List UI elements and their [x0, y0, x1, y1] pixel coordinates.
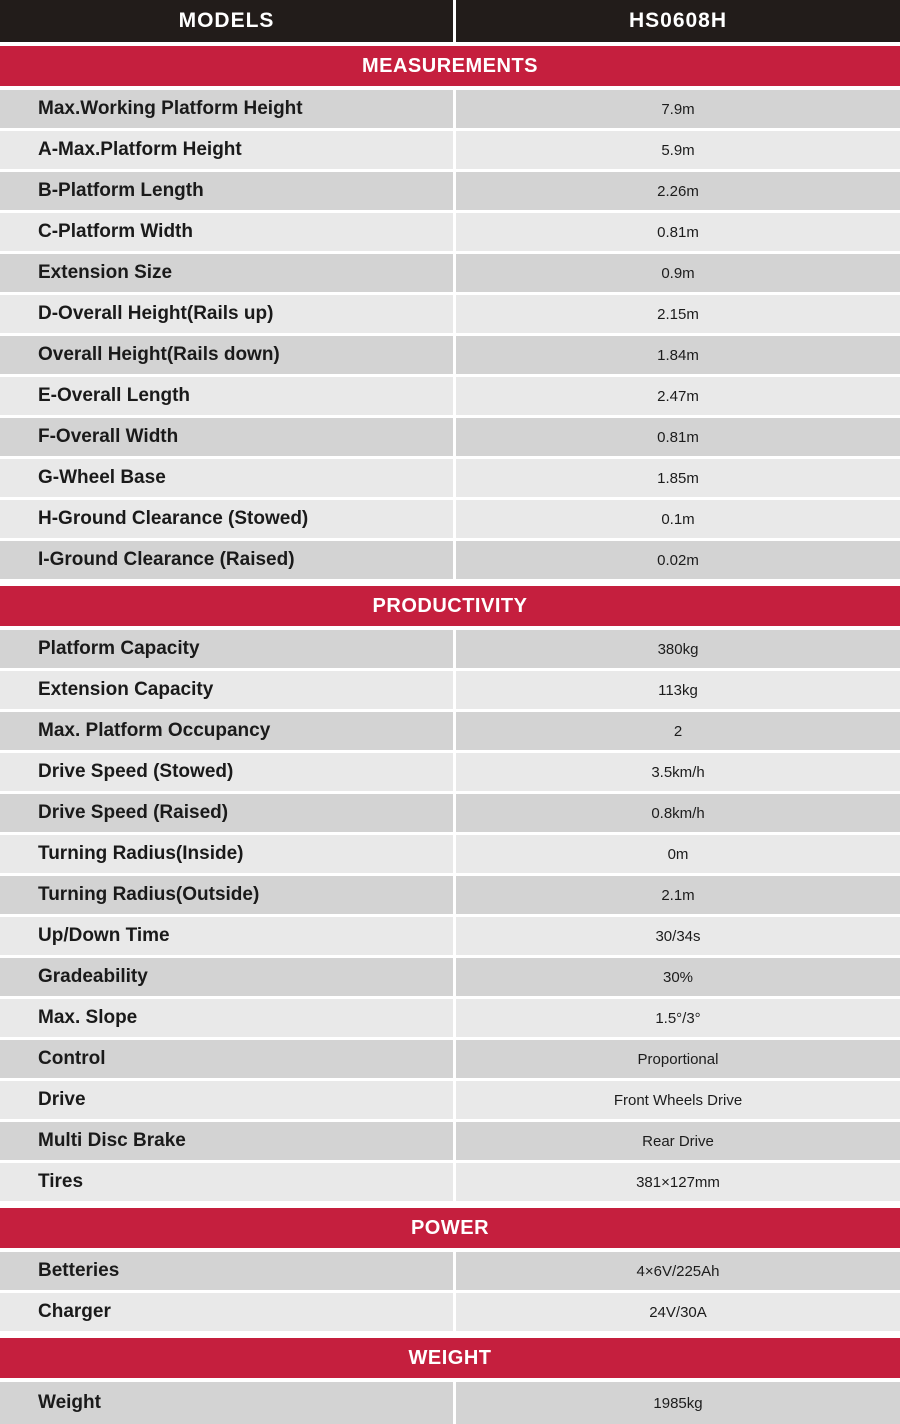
spec-label: Betteries — [0, 1252, 456, 1290]
spec-label: Turning Radius(Inside) — [0, 835, 456, 873]
spec-value: 0.81m — [657, 223, 699, 241]
spec-row — [0, 541, 900, 579]
section-header-productivity: PRODUCTIVITY — [0, 586, 900, 626]
spec-value: 0.8km/h — [651, 804, 705, 822]
section-header-weight: WEIGHT — [0, 1338, 900, 1378]
spec-label: Drive — [0, 1081, 456, 1119]
spec-row — [0, 1252, 900, 1290]
spec-value: 1985kg — [653, 1394, 703, 1412]
spec-value: 0.9m — [661, 264, 695, 282]
spec-value: 30/34s — [655, 927, 701, 945]
spec-row — [0, 630, 900, 668]
spec-value: 3.5km/h — [651, 763, 705, 781]
spec-value: 1.84m — [657, 346, 699, 364]
spec-label: D-Overall Height(Rails up) — [0, 295, 456, 333]
spec-label: E-Overall Length — [0, 377, 456, 415]
spec-value: 2.15m — [657, 305, 699, 323]
spec-value: Rear Drive — [642, 1132, 714, 1150]
spec-row — [0, 90, 900, 128]
model-name-header: HS0608H — [628, 9, 728, 32]
spec-row — [0, 753, 900, 791]
spec-label: C-Platform Width — [0, 213, 456, 251]
spec-label: H-Ground Clearance (Stowed) — [0, 500, 456, 538]
spec-value: 7.9m — [661, 100, 695, 118]
spec-row — [0, 1382, 900, 1424]
spec-row — [0, 295, 900, 333]
spec-value: 2.26m — [657, 182, 699, 200]
spec-label: I-Ground Clearance (Raised) — [0, 541, 456, 579]
models-column-header: MODELS — [0, 0, 456, 42]
spec-row — [0, 459, 900, 497]
spec-value: Front Wheels Drive — [613, 1091, 743, 1109]
spec-value: 0m — [667, 845, 689, 863]
spec-label: Weight — [0, 1382, 456, 1424]
section-header-measurements: MEASUREMENTS — [0, 46, 900, 86]
spec-value: 0.81m — [657, 428, 699, 446]
spec-value: 5.9m — [661, 141, 695, 159]
spec-row — [0, 213, 900, 251]
spec-value: 2 — [673, 722, 683, 740]
spec-value: 2.1m — [661, 886, 695, 904]
spec-label: Drive Speed (Raised) — [0, 794, 456, 832]
spec-label: Multi Disc Brake — [0, 1122, 456, 1160]
spec-label: Max.Working Platform Height — [0, 90, 456, 128]
spec-row — [0, 336, 900, 374]
spec-value: 0.02m — [657, 551, 699, 569]
spec-label: Up/Down Time — [0, 917, 456, 955]
spec-label: Extension Size — [0, 254, 456, 292]
spec-row — [0, 131, 900, 169]
spec-value: 1.5°/3° — [655, 1009, 701, 1027]
spec-label: G-Wheel Base — [0, 459, 456, 497]
spec-row — [0, 712, 900, 750]
spec-row — [0, 835, 900, 873]
spec-value: 113kg — [658, 681, 698, 699]
spec-value: 381×127mm — [636, 1173, 720, 1191]
spec-row — [0, 1163, 900, 1201]
spec-row — [0, 794, 900, 832]
spec-label: Drive Speed (Stowed) — [0, 753, 456, 791]
spec-label: F-Overall Width — [0, 418, 456, 456]
section-header-power: POWER — [0, 1208, 900, 1248]
spec-row — [0, 1293, 900, 1331]
spec-label: Overall Height(Rails down) — [0, 336, 456, 374]
spec-value: 2.47m — [657, 387, 699, 405]
spec-row — [0, 876, 900, 914]
spec-row — [0, 418, 900, 456]
spec-row — [0, 500, 900, 538]
spec-row — [0, 671, 900, 709]
spec-label: B-Platform Length — [0, 172, 456, 210]
spec-label: Tires — [0, 1163, 456, 1201]
spec-value: 4×6V/225Ah — [636, 1262, 720, 1280]
spec-label: Max. Slope — [0, 999, 456, 1037]
spec-value: 24V/30A — [649, 1303, 707, 1321]
spec-row — [0, 1040, 900, 1078]
table-header-row — [0, 0, 900, 42]
spec-row — [0, 254, 900, 292]
spec-label: Turning Radius(Outside) — [0, 876, 456, 914]
spec-label: Gradeability — [0, 958, 456, 996]
spec-row — [0, 917, 900, 955]
spec-value: 0.1m — [661, 510, 695, 528]
spec-value: 1.85m — [657, 469, 699, 487]
spec-row — [0, 377, 900, 415]
spec-row — [0, 999, 900, 1037]
spec-row — [0, 958, 900, 996]
spec-row — [0, 1122, 900, 1160]
spec-label: Charger — [0, 1293, 456, 1331]
spec-value: 380kg — [657, 640, 699, 658]
spec-row — [0, 1081, 900, 1119]
spec-label: Extension Capacity — [0, 671, 456, 709]
spec-value: 30% — [662, 968, 694, 986]
spec-label: Platform Capacity — [0, 630, 456, 668]
spec-row — [0, 172, 900, 210]
spec-label: Max. Platform Occupancy — [0, 712, 456, 750]
spec-label: A-Max.Platform Height — [0, 131, 456, 169]
spec-value: Proportional — [637, 1050, 719, 1068]
spec-label: Control — [0, 1040, 456, 1078]
